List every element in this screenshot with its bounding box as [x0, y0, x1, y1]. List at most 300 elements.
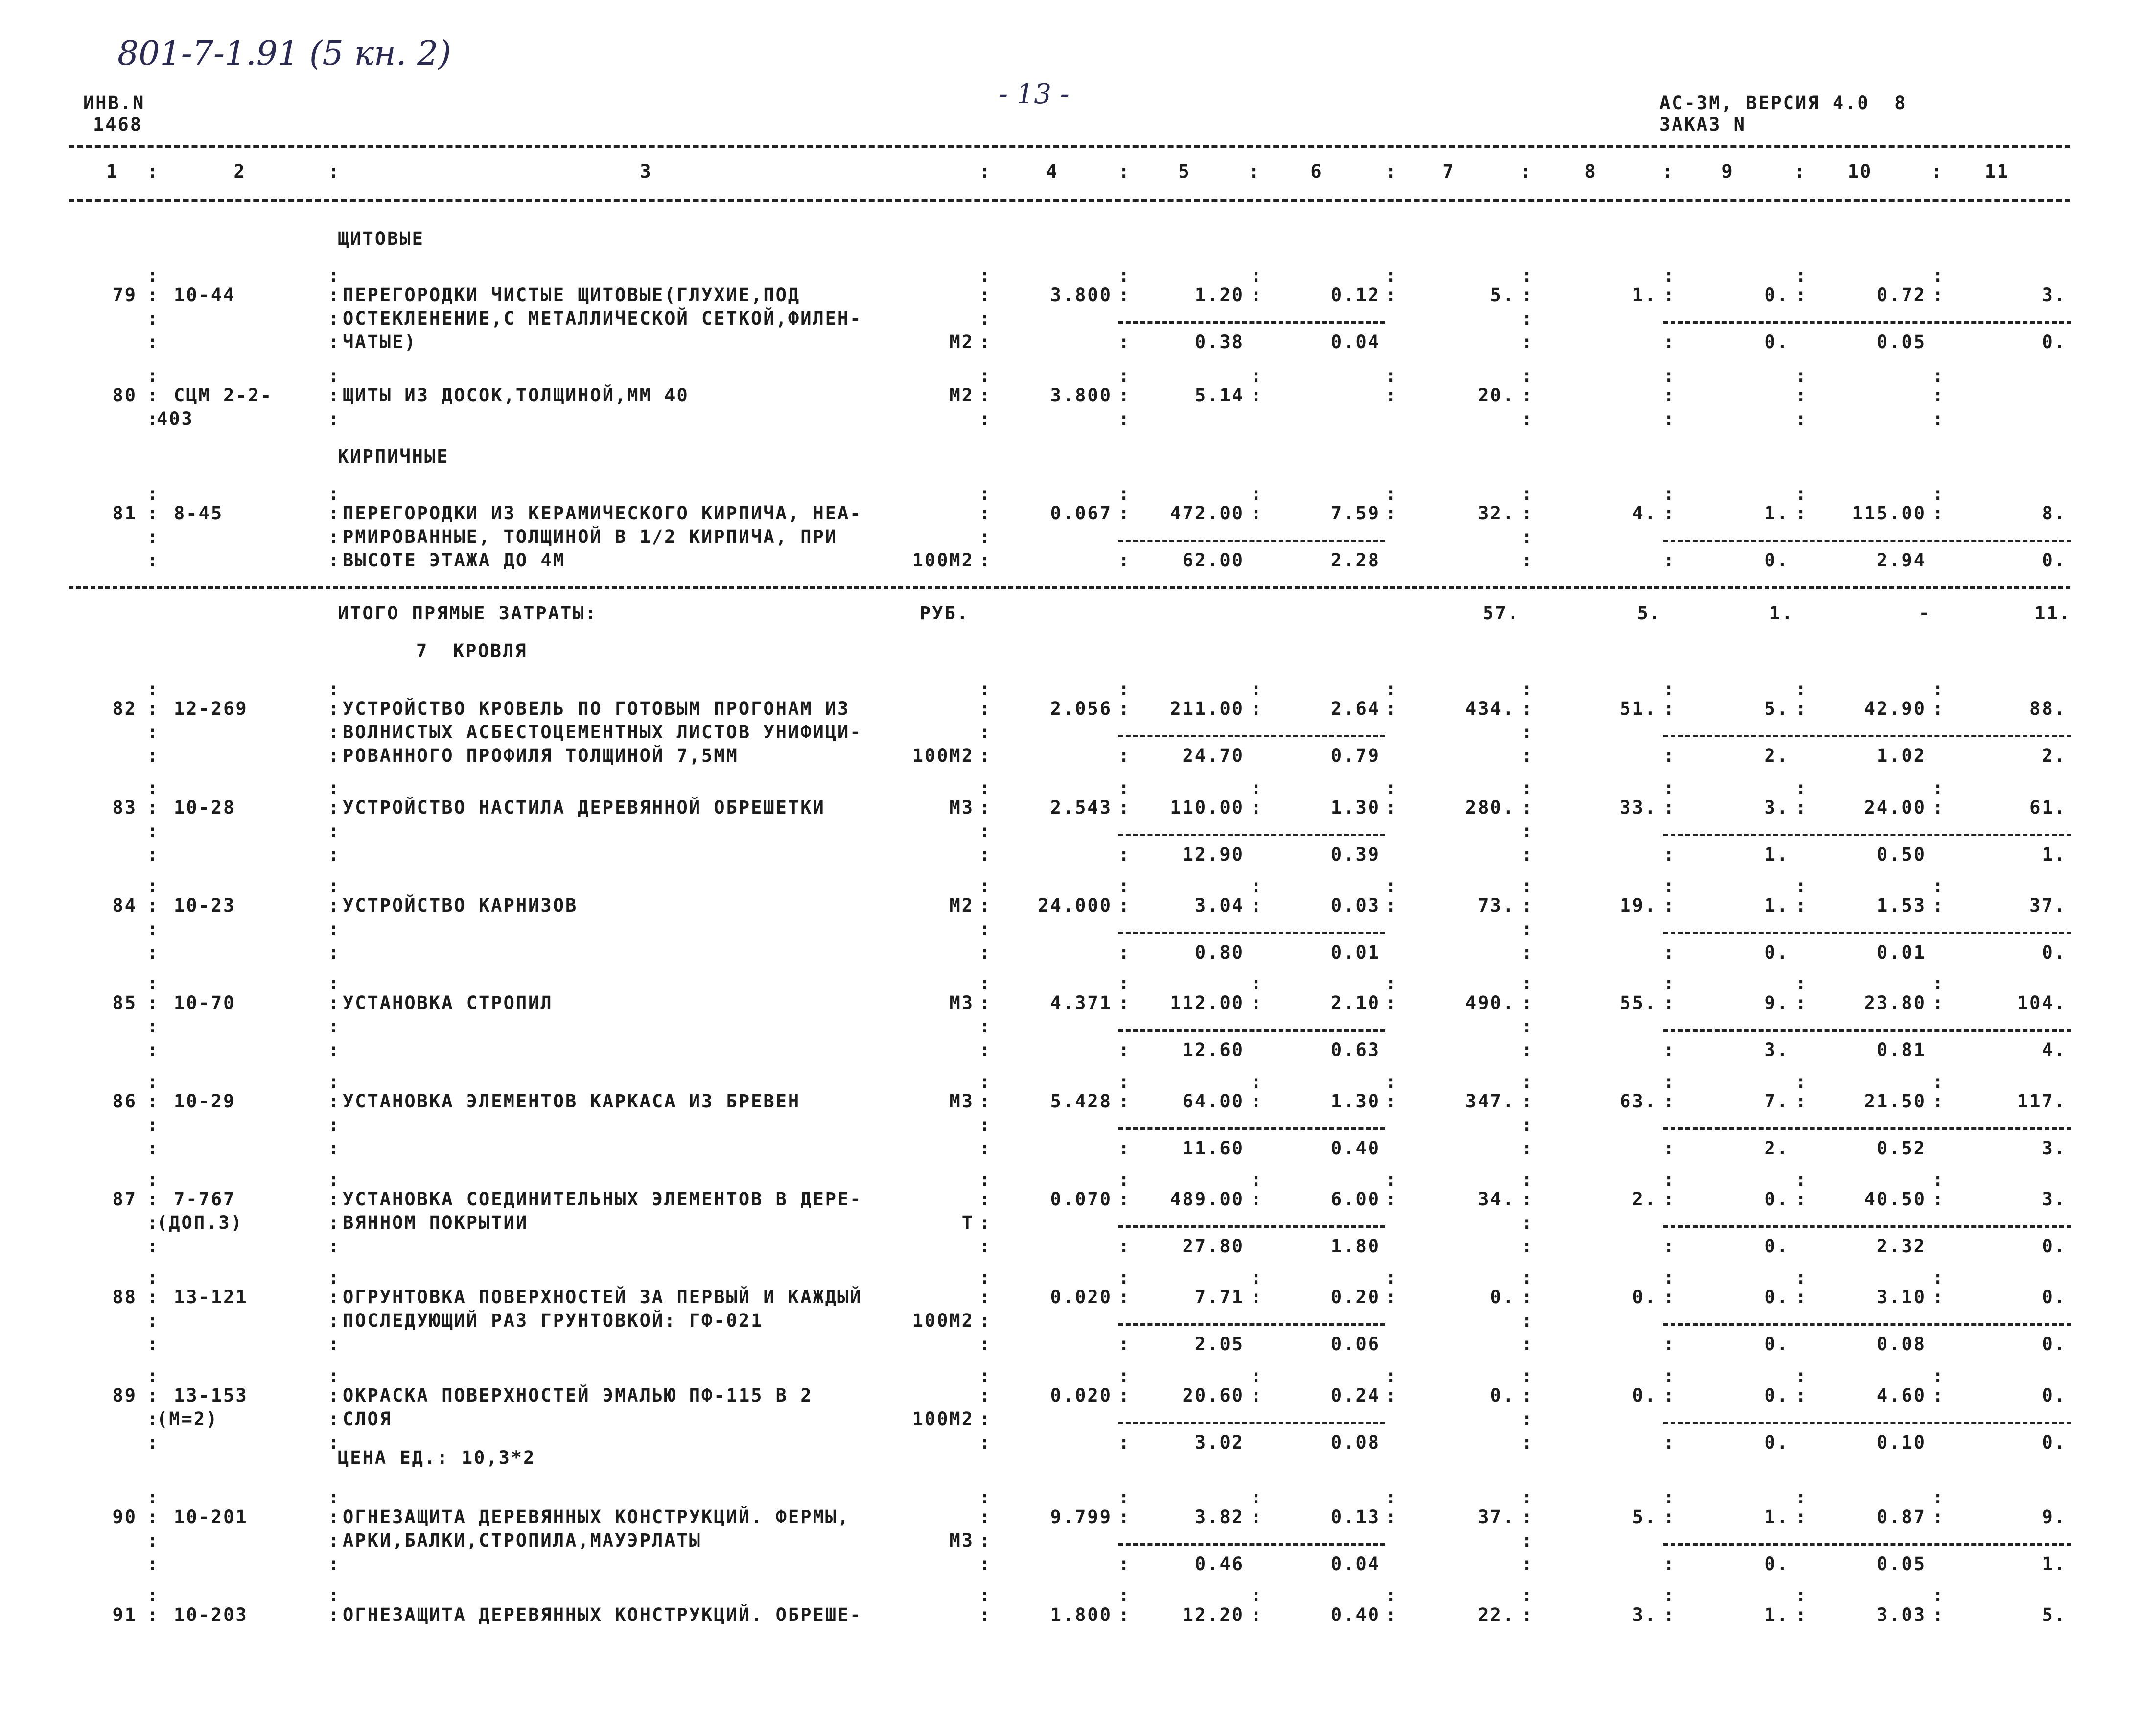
item-description-cont: ВОЛНИСТЫХ АСБЕСТОЦЕМЕНТНЫХ ЛИСТОВ УНИФИЦИ-	[343, 722, 862, 743]
column-separator: :	[1521, 526, 1534, 547]
row-divider-colon: :	[1385, 1487, 1398, 1508]
row-divider-colon: :	[1663, 365, 1676, 386]
column-separator: :	[1663, 844, 1676, 865]
sub-value-e11: 0.	[2042, 1236, 2067, 1257]
sub-rule-right	[1663, 540, 2071, 542]
value-c7: 347.	[1465, 1091, 1515, 1112]
row-divider-colon: :	[1251, 679, 1263, 700]
value-c10: 3.10	[1876, 1287, 1926, 1308]
total-c9: 1.	[1769, 603, 1794, 624]
column-separator: :	[1521, 1236, 1534, 1257]
value-c6: 0.24	[1330, 1385, 1380, 1406]
sub-rule-left	[1118, 321, 1385, 324]
row-divider-colon: :	[147, 1365, 160, 1386]
row-divider-colon: :	[1663, 973, 1676, 994]
column-separator: :	[1932, 1287, 1945, 1308]
column-separator: :	[328, 1189, 341, 1210]
column-separator: :	[1251, 895, 1263, 916]
section-heading: ЦЕНА ЕД.: 10,3*2	[338, 1447, 536, 1468]
row-divider-colon: :	[1385, 679, 1398, 700]
value-c7: 20.	[1478, 385, 1515, 406]
column-separator: :	[1385, 1287, 1398, 1308]
column-separator: :	[1932, 1604, 1945, 1625]
column-separator: :	[1251, 385, 1263, 406]
item-unit: 100М2	[912, 1408, 974, 1430]
column-separator: :	[1663, 1287, 1676, 1308]
column-separator: :	[979, 722, 992, 743]
column-separator: :	[147, 385, 160, 406]
row-divider-colon: :	[1932, 1585, 1945, 1606]
column-separator: :	[1795, 1506, 1808, 1527]
column-header-separator: :	[1662, 161, 1675, 182]
column-separator: :	[328, 1385, 341, 1406]
item-code-extra: (М=2)	[157, 1408, 219, 1430]
column-separator: :	[979, 526, 992, 547]
column-separator: :	[1118, 992, 1131, 1013]
section-heading: 7 КРОВЛЯ	[416, 640, 528, 661]
column-separator: :	[1663, 1091, 1676, 1112]
row-divider-colon: :	[1932, 875, 1945, 896]
column-separator: :	[1663, 284, 1676, 305]
column-separator: :	[147, 331, 160, 352]
column-separator: :	[1521, 895, 1534, 916]
sub-value-e6: 1.80	[1330, 1236, 1380, 1257]
sub-rule-right	[1663, 932, 2071, 934]
row-divider-colon: :	[328, 875, 341, 896]
column-separator: :	[1521, 308, 1534, 329]
sub-value-e9: 0.	[1764, 942, 1789, 963]
column-separator: :	[979, 821, 992, 842]
row-divider-colon: :	[1795, 973, 1808, 994]
row-divider-colon: :	[328, 973, 341, 994]
row-divider-colon: :	[1932, 265, 1945, 286]
value-c4: 0.067	[1050, 503, 1112, 524]
column-separator: :	[1521, 1189, 1534, 1210]
total-unit: РУБ.	[919, 603, 969, 624]
row-divider-colon: :	[1932, 679, 1945, 700]
column-separator: :	[1251, 1091, 1263, 1112]
value-c5: 472.00	[1170, 503, 1244, 524]
column-separator: :	[1118, 1432, 1131, 1453]
column-separator: :	[979, 308, 992, 329]
row-divider-colon: :	[1251, 1585, 1263, 1606]
total-c10: -	[1918, 603, 1931, 624]
column-separator: :	[1795, 385, 1808, 406]
column-separator: :	[1521, 385, 1534, 406]
item-unit: М2	[949, 895, 974, 916]
column-separator: :	[1521, 1138, 1534, 1159]
column-separator: :	[1932, 895, 1945, 916]
column-separator: :	[1663, 550, 1676, 571]
sub-value-e5: 3.02	[1194, 1432, 1244, 1453]
value-c11: 3.	[2042, 1189, 2067, 1210]
column-separator: :	[1795, 698, 1808, 719]
sub-rule-left	[1118, 1225, 1385, 1228]
order-number: ЗАКАЗ N	[1659, 114, 1746, 135]
column-separator: :	[328, 1553, 341, 1574]
item-number: 91	[112, 1604, 137, 1625]
sub-value-e9: 0.	[1764, 331, 1789, 352]
column-separator: :	[1932, 503, 1945, 524]
row-divider-colon: :	[1521, 1585, 1534, 1606]
column-separator: :	[1521, 1408, 1534, 1430]
column-header-separator: :	[979, 161, 992, 182]
column-separator: :	[1521, 503, 1534, 524]
row-divider-colon: :	[1118, 1267, 1131, 1288]
row-divider-colon: :	[1795, 1267, 1808, 1288]
sub-rule-right	[1663, 321, 2071, 324]
item-description: ОКРАСКА ПОВЕРХНОСТЕЙ ЭМАЛЬЮ ПФ-115 В 2	[343, 1385, 813, 1406]
column-separator: :	[328, 1039, 341, 1060]
column-separator: :	[1251, 797, 1263, 818]
inventory-number: 1468	[93, 114, 143, 135]
column-separator: :	[979, 895, 992, 916]
sub-value-e11: 0.	[2042, 942, 2067, 963]
column-separator: :	[979, 550, 992, 571]
column-separator: :	[1663, 895, 1676, 916]
value-c11: 3.	[2042, 284, 2067, 305]
value-c7: 0.	[1490, 1287, 1515, 1308]
value-c6: 1.30	[1330, 1091, 1380, 1112]
row-divider-colon: :	[1663, 777, 1676, 798]
column-separator: :	[1932, 408, 1945, 429]
sub-value-e11: 3.	[2042, 1138, 2067, 1159]
column-header-separator: :	[1794, 161, 1807, 182]
value-c4: 9.799	[1050, 1506, 1112, 1527]
sub-value-e5: 11.60	[1182, 1138, 1244, 1159]
column-separator: :	[147, 550, 160, 571]
sub-value-e5: 12.90	[1182, 844, 1244, 865]
header-rule	[69, 199, 2070, 202]
column-separator: :	[1663, 942, 1676, 963]
value-c4: 5.428	[1050, 1091, 1112, 1112]
row-divider-colon: :	[147, 1071, 160, 1092]
column-separator: :	[1795, 1604, 1808, 1625]
value-c8: 55.	[1620, 992, 1657, 1013]
column-separator: :	[328, 797, 341, 818]
item-number: 89	[112, 1385, 137, 1406]
row-divider-colon: :	[1385, 265, 1398, 286]
row-divider-colon: :	[979, 365, 992, 386]
column-separator: :	[147, 503, 160, 524]
item-description: ПЕРЕГОРОДКИ ЧИСТЫЕ ЩИТОВЫЕ(ГЛУХИЕ,ПОД	[343, 284, 801, 305]
row-divider-colon: :	[1118, 679, 1131, 700]
column-separator: :	[1663, 331, 1676, 352]
column-separator: :	[1385, 1189, 1398, 1210]
value-c9: 0.	[1764, 1385, 1789, 1406]
column-separator: :	[328, 992, 341, 1013]
column-separator: :	[1385, 1091, 1398, 1112]
column-separator: :	[979, 1114, 992, 1135]
column-separator: :	[328, 331, 341, 352]
value-c4: 0.020	[1050, 1287, 1112, 1308]
column-separator: :	[147, 1506, 160, 1527]
row-divider-colon: :	[1932, 1267, 1945, 1288]
handwritten-doc-code: 801-7-1.91 (5 кн. 2)	[117, 34, 451, 73]
column-separator: :	[1521, 797, 1534, 818]
item-number: 85	[112, 992, 137, 1013]
value-c7: 5.	[1490, 284, 1515, 305]
value-c5: 3.04	[1194, 895, 1244, 916]
column-separator: :	[328, 1408, 341, 1430]
column-separator: :	[147, 1114, 160, 1135]
row-divider-colon: :	[1385, 483, 1398, 504]
sub-value-e11: 2.	[2042, 745, 2067, 766]
sub-value-e11: 0.	[2042, 1432, 2067, 1453]
column-separator: :	[1118, 844, 1131, 865]
row-divider-colon: :	[147, 777, 160, 798]
value-c9: 1.	[1764, 895, 1789, 916]
sub-rule-right	[1663, 1127, 2071, 1130]
column-separator: :	[328, 1212, 341, 1233]
column-separator: :	[979, 1553, 992, 1574]
value-c4: 2.056	[1050, 698, 1112, 719]
column-separator: :	[1932, 992, 1945, 1013]
column-separator: :	[1521, 1506, 1534, 1527]
row-divider-colon: :	[1251, 777, 1263, 798]
column-separator: :	[1521, 844, 1534, 865]
column-separator: :	[1118, 1189, 1131, 1210]
value-c8: 1.	[1632, 284, 1657, 305]
row-divider-colon: :	[979, 875, 992, 896]
item-unit: 100М2	[912, 550, 974, 571]
value-c11: 8.	[2042, 503, 2067, 524]
column-separator: :	[147, 942, 160, 963]
value-c9: 0.	[1764, 1189, 1789, 1210]
column-separator: :	[147, 992, 160, 1013]
column-separator: :	[1663, 1385, 1676, 1406]
column-separator: :	[1251, 1287, 1263, 1308]
row-divider-colon: :	[147, 973, 160, 994]
value-c6: 0.03	[1330, 895, 1380, 916]
handwritten-page-number: - 13 -	[999, 78, 1070, 110]
item-description: УСТАНОВКА СОЕДИНИТЕЛЬНЫХ ЭЛЕМЕНТОВ В ДЕРЕ-	[343, 1189, 862, 1210]
column-separator: :	[1521, 1432, 1534, 1453]
sub-value-e6: 0.04	[1330, 331, 1380, 352]
column-separator: :	[147, 797, 160, 818]
column-separator: :	[979, 1287, 992, 1308]
row-divider-colon: :	[1932, 1169, 1945, 1190]
column-separator: :	[147, 1287, 160, 1308]
column-separator: :	[1663, 1506, 1676, 1527]
row-divider-colon: :	[1385, 365, 1398, 386]
column-separator: :	[328, 1236, 341, 1257]
column-header-separator: :	[1931, 161, 1944, 182]
value-c11: 117.	[2017, 1091, 2067, 1112]
column-separator: :	[1795, 408, 1808, 429]
value-c10: 40.50	[1864, 1189, 1926, 1210]
row-divider-colon: :	[1663, 1487, 1676, 1508]
row-divider-colon: :	[328, 1267, 341, 1288]
column-separator: :	[1118, 284, 1131, 305]
sub-value-e5: 0.38	[1194, 331, 1244, 352]
column-separator: :	[1932, 385, 1945, 406]
column-separator: :	[1663, 1236, 1676, 1257]
value-c10: 3.03	[1876, 1604, 1926, 1625]
sub-value-e5: 0.80	[1194, 942, 1244, 963]
item-description: ОГРУНТОВКА ПОВЕРХНОСТЕЙ ЗА ПЕРВЫЙ И КАЖДЫЙ	[343, 1287, 862, 1308]
column-separator: :	[1663, 503, 1676, 524]
item-description-cont: ПОСЛЕДУЮЩИЙ РАЗ ГРУНТОВКОЙ: ГФ-021	[343, 1310, 764, 1331]
column-separator: :	[1795, 992, 1808, 1013]
column-separator: :	[1521, 1114, 1534, 1135]
item-unit: М2	[949, 385, 974, 406]
item-number: 79	[112, 284, 137, 305]
row-divider-colon: :	[1385, 1169, 1398, 1190]
column-separator: :	[328, 1287, 341, 1308]
item-description: УСТАНОВКА СТРОПИЛ	[343, 992, 553, 1013]
sub-value-e6: 0.39	[1330, 844, 1380, 865]
row-divider-colon: :	[1118, 973, 1131, 994]
value-c9: 3.	[1764, 797, 1789, 818]
sub-value-e11: 1.	[2042, 1553, 2067, 1574]
sub-value-e9: 0.	[1764, 1236, 1789, 1257]
column-separator: :	[979, 1432, 992, 1453]
value-c5: 1.20	[1194, 284, 1244, 305]
item-description-cont: ОСТЕКЛЕНЕНИЕ,С МЕТАЛЛИЧЕСКОЙ СЕТКОЙ,ФИЛЕН-	[343, 308, 862, 329]
column-header-separator: :	[1520, 161, 1533, 182]
column-separator: :	[328, 698, 341, 719]
column-separator: :	[328, 722, 341, 743]
item-code: 13-153	[174, 1385, 248, 1406]
column-separator: :	[328, 550, 341, 571]
sub-value-e9: 0.	[1764, 550, 1789, 571]
row-divider-colon: :	[1932, 483, 1945, 504]
item-number: 87	[112, 1189, 137, 1210]
column-separator: :	[1118, 1091, 1131, 1112]
column-separator: :	[1932, 797, 1945, 818]
value-c8: 5.	[1632, 1506, 1657, 1527]
sub-value-e9: 0.	[1764, 1334, 1789, 1355]
column-separator: :	[147, 722, 160, 743]
sub-value-e9: 2.	[1764, 745, 1789, 766]
column-header-separator: :	[1385, 161, 1398, 182]
row-divider-colon: :	[1118, 1487, 1131, 1508]
sub-value-e6: 0.08	[1330, 1432, 1380, 1453]
sub-value-e6: 0.40	[1330, 1138, 1380, 1159]
sub-rule-right	[1663, 834, 2071, 836]
column-separator: :	[147, 1530, 160, 1551]
column-separator: :	[979, 1385, 992, 1406]
row-divider-colon: :	[1118, 875, 1131, 896]
column-separator: :	[1385, 1604, 1398, 1625]
column-header-11: 11	[1984, 161, 2010, 182]
sub-value-e5: 62.00	[1182, 550, 1244, 571]
value-c6: 1.30	[1330, 797, 1380, 818]
column-separator: :	[979, 331, 992, 352]
column-separator: :	[328, 526, 341, 547]
value-c8: 51.	[1620, 698, 1657, 719]
row-divider-colon: :	[147, 365, 160, 386]
column-separator: :	[979, 1091, 992, 1112]
column-separator: :	[1521, 1553, 1534, 1574]
top-rule	[69, 145, 2070, 148]
value-c4: 3.800	[1050, 284, 1112, 305]
row-divider-colon: :	[979, 1267, 992, 1288]
column-separator: :	[1118, 1287, 1131, 1308]
column-separator: :	[1385, 385, 1398, 406]
column-separator: :	[328, 284, 341, 305]
column-separator: :	[1251, 992, 1263, 1013]
column-separator: :	[147, 698, 160, 719]
column-separator: :	[1118, 895, 1131, 916]
row-divider-colon: :	[1521, 973, 1534, 994]
sub-rule-left	[1118, 1127, 1385, 1130]
value-c9: 0.	[1764, 1287, 1789, 1308]
value-c11: 88.	[2029, 698, 2067, 719]
column-separator: :	[147, 1604, 160, 1625]
row-divider-colon: :	[328, 1071, 341, 1092]
sub-value-e11: 0.	[2042, 550, 2067, 571]
sub-value-e10: 0.10	[1876, 1432, 1926, 1453]
column-separator: :	[147, 844, 160, 865]
row-divider-colon: :	[1118, 365, 1131, 386]
value-c11: 9.	[2042, 1506, 2067, 1527]
item-description-cont: РМИРОВАННЫЕ, ТОЛЩИНОЙ В 1/2 КИРПИЧА, ПРИ	[343, 526, 838, 547]
row-divider-colon: :	[979, 1487, 992, 1508]
column-separator: :	[328, 1091, 341, 1112]
sub-value-e9: 0.	[1764, 1432, 1789, 1453]
row-divider-colon: :	[1521, 365, 1534, 386]
row-divider-colon: :	[1795, 1365, 1808, 1386]
row-divider-colon: :	[1521, 875, 1534, 896]
column-separator: :	[1932, 1091, 1945, 1112]
row-divider-colon: :	[1521, 679, 1534, 700]
column-separator: :	[1385, 1506, 1398, 1527]
row-divider-colon: :	[1521, 777, 1534, 798]
row-divider-colon: :	[1521, 483, 1534, 504]
row-divider-colon: :	[1118, 483, 1131, 504]
column-separator: :	[1663, 797, 1676, 818]
column-separator: :	[1795, 1287, 1808, 1308]
row-divider-colon: :	[1521, 1169, 1534, 1190]
sub-value-e6: 0.01	[1330, 942, 1380, 963]
row-divider-colon: :	[1385, 1267, 1398, 1288]
item-unit: М3	[949, 797, 974, 818]
column-separator: :	[147, 1432, 160, 1453]
row-divider-colon: :	[1663, 1071, 1676, 1092]
column-separator: :	[1932, 1506, 1945, 1527]
column-separator: :	[979, 992, 992, 1013]
sub-rule-right	[1663, 735, 2071, 737]
column-separator: :	[979, 797, 992, 818]
column-header-4: 4	[1046, 161, 1059, 182]
column-separator: :	[1795, 1091, 1808, 1112]
column-separator: :	[1118, 385, 1131, 406]
column-separator: :	[1932, 698, 1945, 719]
column-separator: :	[1521, 331, 1534, 352]
row-divider-colon: :	[1795, 875, 1808, 896]
value-c7: 32.	[1478, 503, 1515, 524]
item-code: 10-70	[174, 992, 236, 1013]
value-c9: 1.	[1764, 1604, 1789, 1625]
row-divider-colon: :	[1521, 1487, 1534, 1508]
item-code-extra: 403	[157, 408, 194, 429]
row-divider-colon: :	[1795, 1169, 1808, 1190]
column-separator: :	[1663, 745, 1676, 766]
column-separator: :	[979, 284, 992, 305]
column-separator: :	[1118, 1553, 1131, 1574]
column-separator: :	[147, 308, 160, 329]
column-separator: :	[1521, 698, 1534, 719]
item-description-cont: ЧАТЫЕ)	[343, 331, 417, 352]
column-separator: :	[328, 895, 341, 916]
row-divider-colon: :	[1251, 1169, 1263, 1190]
row-divider-colon: :	[147, 1585, 160, 1606]
item-number: 90	[112, 1506, 137, 1527]
column-separator: :	[1521, 1287, 1534, 1308]
column-header-separator: :	[328, 161, 341, 182]
